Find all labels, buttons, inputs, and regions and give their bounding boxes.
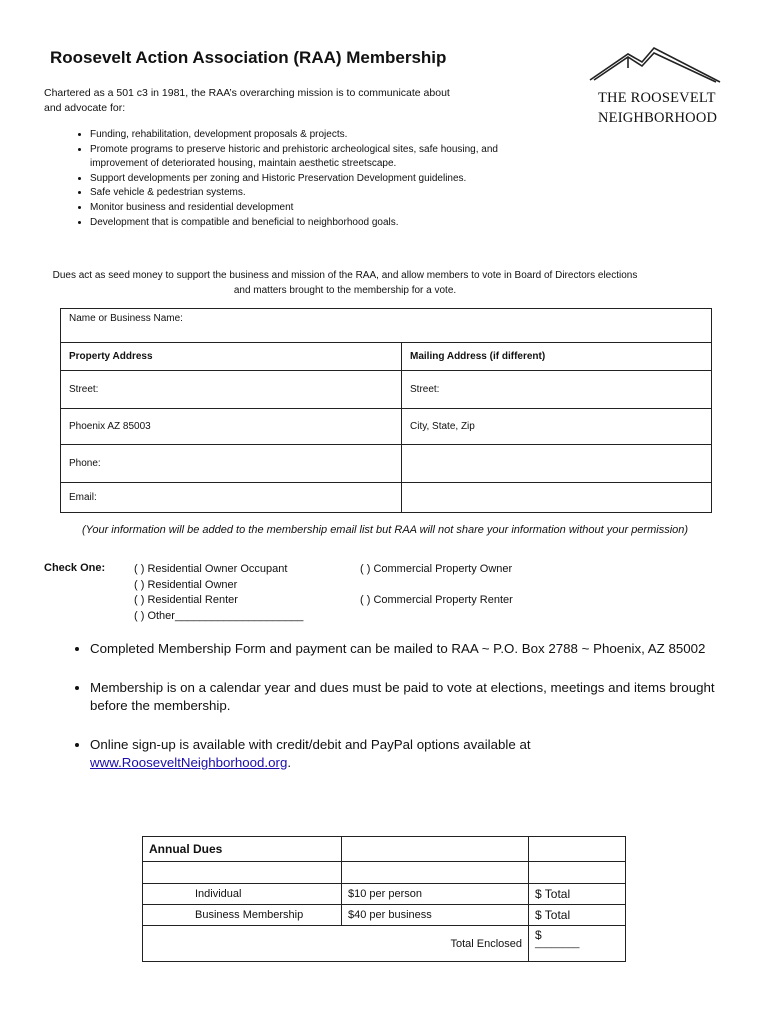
option-commercial-property-renter[interactable]: ( ) Commercial Property Renter xyxy=(360,594,513,606)
name-label: Name or Business Name: xyxy=(69,313,183,324)
property-address-header: Property Address xyxy=(61,343,402,371)
list-item: • Funding, rehabilitation, development proposals & projects. xyxy=(90,128,510,142)
website-link[interactable]: www.RooseveltNeighborhood.org xyxy=(90,755,288,770)
dues-note xyxy=(40,268,650,298)
total-enclosed-label: Total Enclosed xyxy=(143,926,529,962)
dues-type-individual: Individual xyxy=(143,884,342,905)
option-residential-renter[interactable]: ( ) Residential Renter xyxy=(134,594,238,606)
page-title: Roosevelt Action Association (RAA) Membership xyxy=(50,48,447,67)
check-one-label: Check One: xyxy=(44,562,106,574)
dues-price-individual: $10 per person xyxy=(342,884,529,905)
logo-line1: THE ROOSEVELT xyxy=(598,90,716,106)
empty-cell xyxy=(342,862,529,884)
intro-text: Chartered as a 501 c3 in 1981, the RAA’s overarching mission is to communicate about and advocate for: xyxy=(44,87,450,114)
empty-cell xyxy=(342,837,529,862)
name-field[interactable] xyxy=(61,309,712,343)
logo-line2: NEIGHBORHOOD xyxy=(598,110,718,126)
mailing-city-field[interactable]: City, State, Zip xyxy=(402,409,712,445)
dues-note-line2: and matters brought to the membership for a vote. xyxy=(233,285,457,296)
mailing-street-field[interactable]: Street: xyxy=(402,371,712,409)
list-item: • Development that is compatible and beneficial to neighborhood goals. xyxy=(90,216,510,230)
privacy-note: (Your information will be added to the membership email list but RAA will not share your information without your permission) xyxy=(81,524,689,536)
empty-cell xyxy=(402,483,712,513)
phone-field[interactable]: Phone: xyxy=(61,445,402,483)
option-residential-owner-occupant[interactable]: ( ) Residential Owner Occupant xyxy=(134,563,288,575)
total-enclosed-value: $ xyxy=(535,928,542,942)
option-residential-owner[interactable]: ( ) Residential Owner xyxy=(134,578,238,591)
list-item: • Promote programs to preserve historic and prehistoric archeological sites, safe housing, and improvement of deteriorated housing, maintain aesthetic streetscape. xyxy=(90,143,510,171)
email-field[interactable]: Email: xyxy=(61,483,402,513)
empty-cell xyxy=(529,862,626,884)
list-item: • Support developments per zoning and Historic Preservation Development guidelines. xyxy=(90,172,510,186)
roosevelt-neighborhood-logo xyxy=(588,44,722,130)
mailing-address-header: Mailing Address (if different) xyxy=(402,343,712,371)
list-item xyxy=(90,736,730,772)
property-city-field[interactable]: Phoenix AZ 85003 xyxy=(61,409,402,445)
membership-notes-list xyxy=(70,640,730,793)
empty-cell xyxy=(402,445,712,483)
mission-goals-list xyxy=(68,128,510,230)
dues-header: Annual Dues xyxy=(143,837,342,862)
property-street-field[interactable]: Street: xyxy=(61,371,402,409)
member-info-form xyxy=(60,308,712,513)
dues-price-business: $40 per business xyxy=(342,905,529,926)
list-item: • Safe vehicle & pedestrian systems. xyxy=(90,186,510,200)
online-signup-text: Online sign-up is available with credit/debit and PayPal options available at xyxy=(90,737,531,752)
list-item: • Membership is on a calendar year and dues must be paid to vote at elections, meetings and items brought before the membership. xyxy=(90,679,730,715)
dues-total-individual[interactable]: $ Total xyxy=(529,884,626,905)
option-commercial-property-owner[interactable]: ( ) Commercial Property Owner xyxy=(360,563,513,575)
dues-type-business: Business Membership xyxy=(143,905,342,926)
list-item: • Completed Membership Form and payment can be mailed to RAA ~ P.O. Box 2788 ~ Phoenix, AZ 85002 xyxy=(90,640,730,658)
option-other[interactable]: ( ) Other_____________________ xyxy=(134,609,304,622)
dues-total-business[interactable]: $ Total xyxy=(529,905,626,926)
online-signup-suffix: . xyxy=(287,755,292,770)
rooftop-icon xyxy=(590,48,720,82)
total-enclosed-blank: ________ xyxy=(535,938,580,949)
list-item: • Monitor business and residential development xyxy=(90,201,510,215)
total-enclosed-field[interactable] xyxy=(529,926,626,962)
empty-cell xyxy=(143,862,342,884)
dues-note-line1: Dues act as seed money to support the business and mission of the RAA, and allow members to vote in Board of Directors elections xyxy=(52,270,638,281)
annual-dues-table xyxy=(142,836,626,962)
empty-cell xyxy=(529,837,626,862)
